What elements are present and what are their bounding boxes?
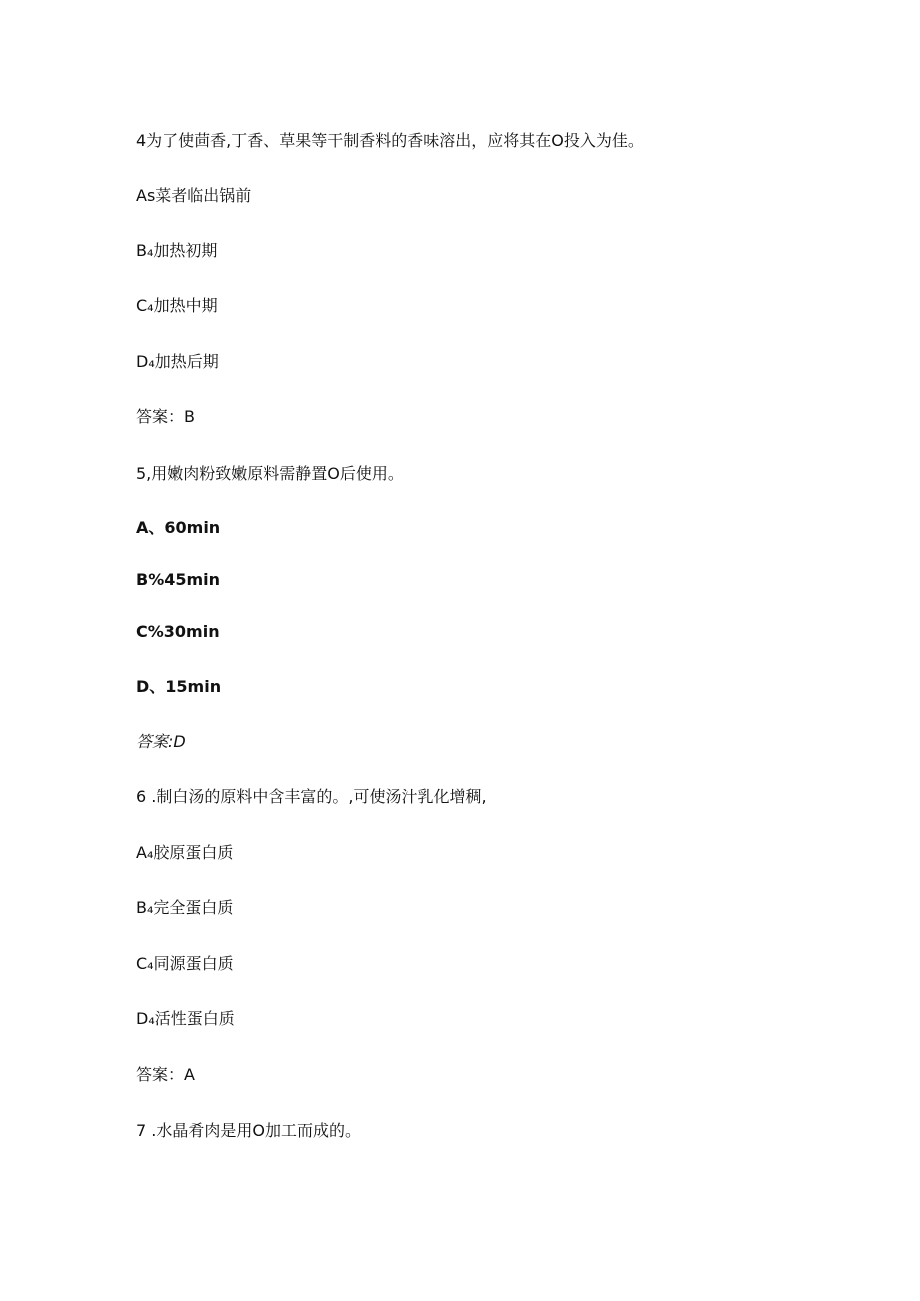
question-7-stem: 7 .水晶肴肉是用O加工而成的。 [136, 1121, 361, 1140]
question-4-option-d: D₄加热后期 [136, 352, 219, 371]
question-5-option-c: C%30min [136, 622, 220, 641]
question-6-option-b: B₄完全蛋白质 [136, 898, 234, 917]
question-5-stem: 5,用嫩肉粉致嫩原料需静置O后使用。 [136, 464, 404, 483]
question-4-answer: 答案：B [136, 407, 195, 426]
question-4-option-b: B₄加热初期 [136, 241, 218, 260]
question-5-option-b: B%45min [136, 570, 221, 589]
question-5-option-a: A、60min [136, 518, 221, 537]
question-4-stem: 4为了使茴香,丁香、草果等干制香料的香味溶出，应将其在O投入为佳。 [136, 131, 644, 150]
question-6-stem: 6 .制白汤的原料中含丰富的。,可使汤汁乳化增稠, [136, 787, 487, 806]
question-6-option-c: C₄同源蛋白质 [136, 954, 234, 973]
question-4-option-a: As菜者临出锅前 [136, 186, 252, 205]
question-6-option-a: A₄胶原蛋白质 [136, 843, 234, 862]
question-5-answer: 答案:D [136, 732, 186, 751]
question-6-answer: 答案：A [136, 1065, 195, 1084]
question-5-option-d: D、15min [136, 677, 222, 696]
question-4-option-c: C₄加热中期 [136, 296, 218, 315]
question-6-option-d: D₄活性蛋白质 [136, 1009, 235, 1028]
